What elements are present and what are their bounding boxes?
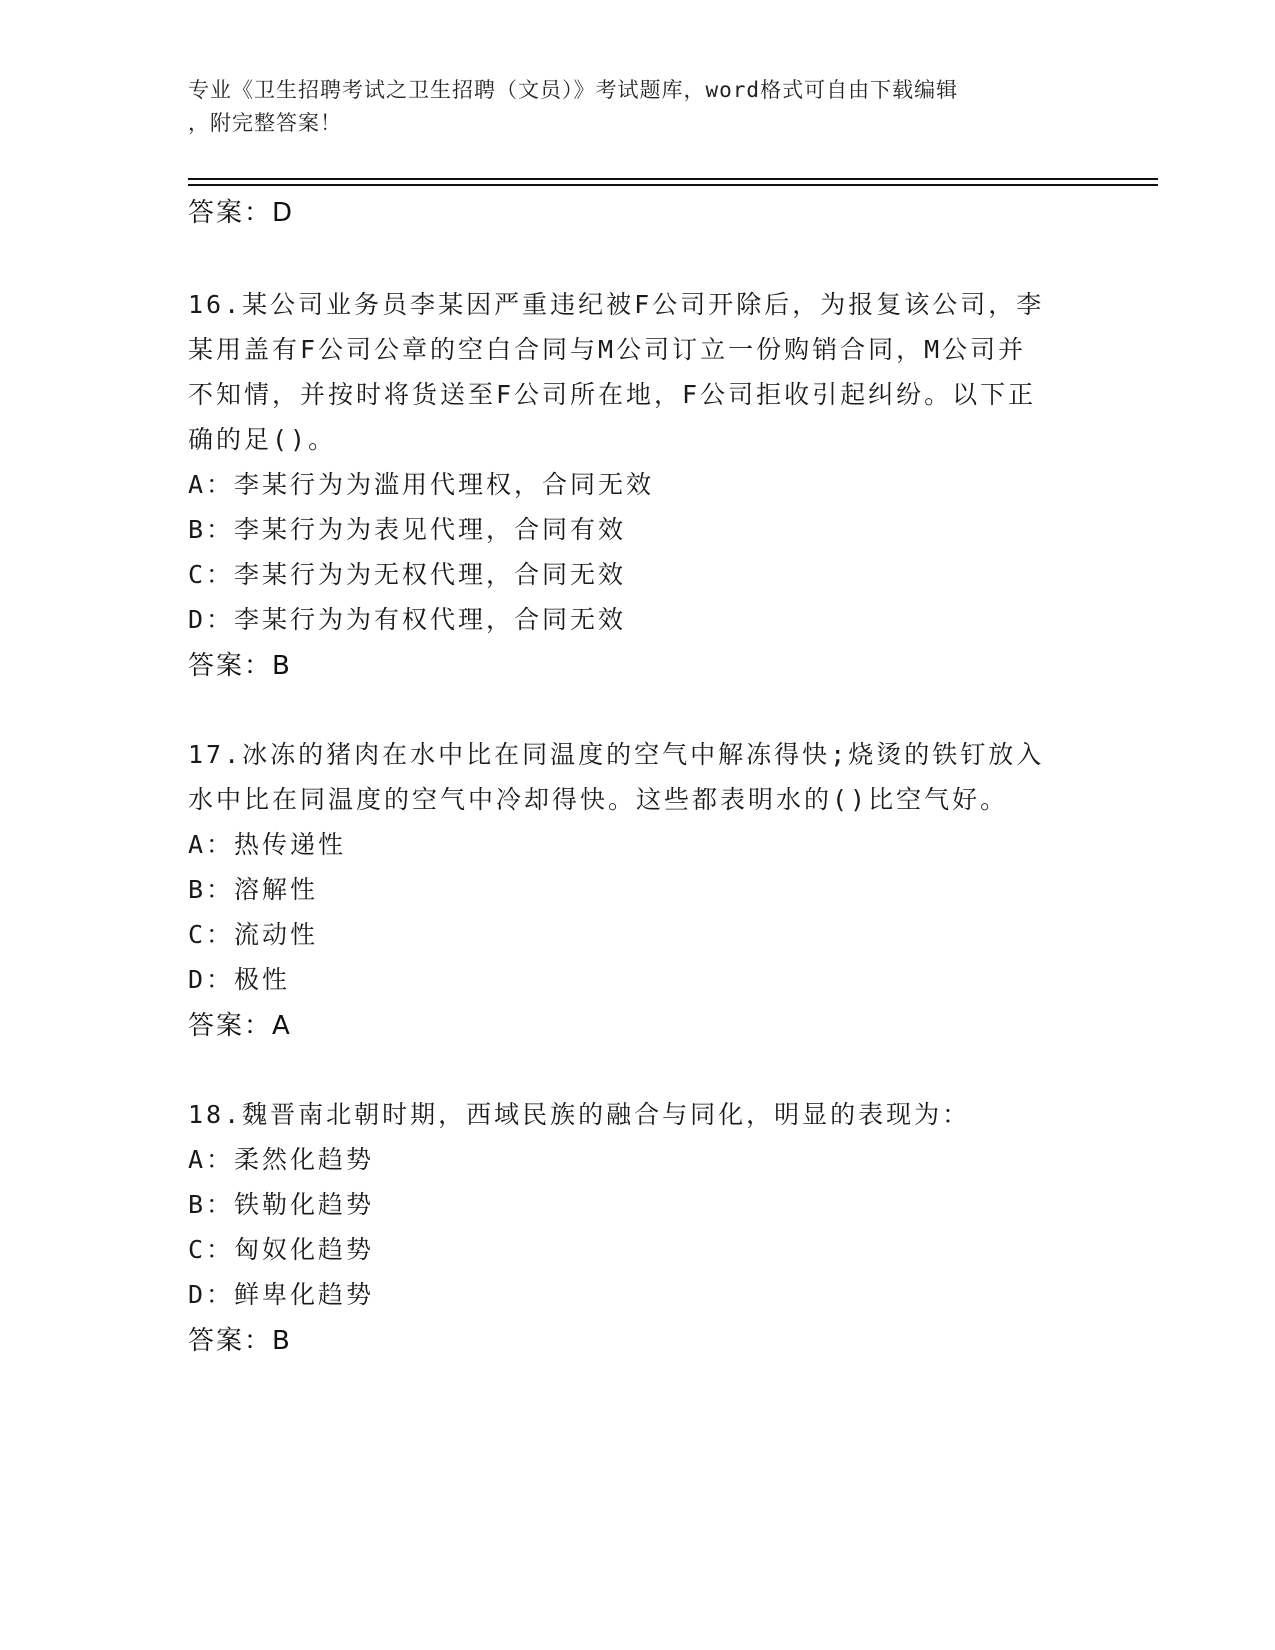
question-18-line-1: 18.魏晋南北朝时期，西域民族的融合与同化，明显的表现为： [188, 1100, 971, 1129]
question-17-option-c: C：流动性 [188, 920, 319, 949]
question-17-option-d: D：极性 [188, 965, 291, 994]
question-16-option-a: A：李某行为为滥用代理权，合同无效 [188, 470, 655, 499]
question-17-answer: 答案：A [188, 1011, 292, 1041]
header-line-2: ，附完整答案！ [188, 111, 342, 135]
question-16-line-2: 某用盖有F公司公章的空白合同与M公司订立一份购销合同，M公司并 [188, 335, 1027, 364]
question-16-option-b: B：李某行为为表见代理，合同有效 [188, 515, 627, 544]
question-16-option-c: C：李某行为为无权代理，合同无效 [188, 560, 627, 589]
question-16-option-d: D：李某行为为有权代理，合同无效 [188, 605, 627, 634]
question-18-option-d: D：鲜卑化趋势 [188, 1280, 375, 1309]
question-18-option-a: A：柔然化趋势 [188, 1145, 375, 1174]
answer-prev: 答案：D [188, 198, 295, 228]
question-17-option-b: B：溶解性 [188, 875, 319, 904]
question-17-line-2: 水中比在同温度的空气中冷却得快。这些都表明水的()比空气好。 [188, 785, 1009, 814]
document-header [188, 74, 1088, 140]
header-line-1: 专业《卫生招聘考试之卫生招聘（文员）》考试题库，word格式可自由下载编辑 [188, 78, 959, 102]
question-16-line-4: 确的足()。 [188, 425, 337, 454]
header-rule-top [188, 178, 1158, 180]
question-18-answer: 答案：B [188, 1326, 292, 1356]
question-18-option-c: C：匈奴化趋势 [188, 1235, 375, 1264]
question-17-option-a: A：热传递性 [188, 830, 347, 859]
question-16-answer: 答案：B [188, 651, 292, 681]
header-rule-bottom [188, 184, 1158, 186]
question-18-option-b: B：铁勒化趋势 [188, 1190, 375, 1219]
question-17-line-1: 17.冰冻的猪肉在水中比在同温度的空气中解冻得快;烧烫的铁钉放入 [188, 740, 1045, 769]
question-16-line-3: 不知情，并按时将货送至F公司所在地，F公司拒收引起纠纷。以下正 [188, 380, 1037, 409]
question-16-line-1: 16.某公司业务员李某因严重违纪被F公司开除后，为报复该公司，李 [188, 290, 1045, 319]
